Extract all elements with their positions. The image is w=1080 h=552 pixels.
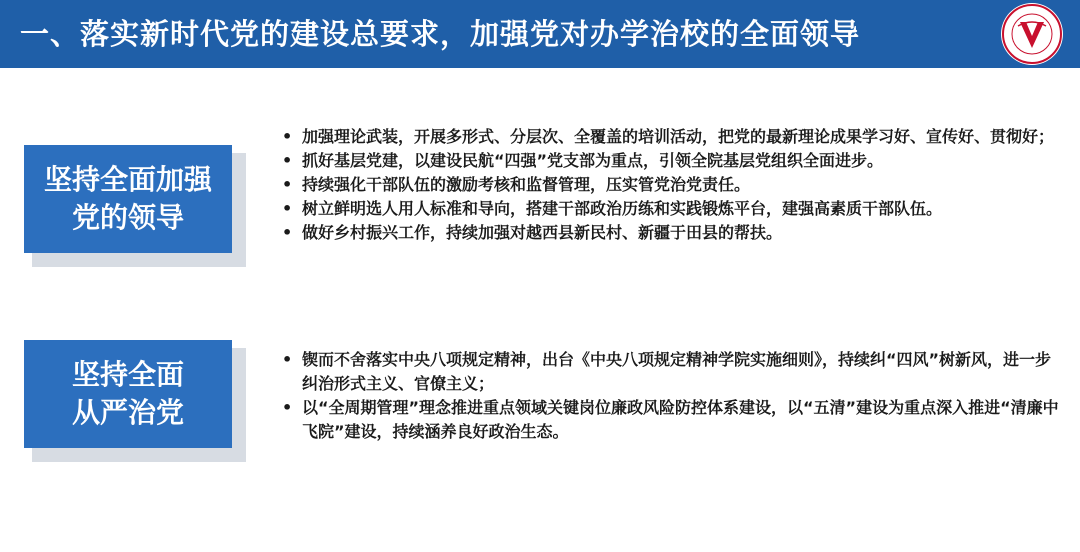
slide-title: 一、落实新时代党的建设总要求，加强党对办学治校的全面领导 [20,17,861,51]
list-item [276,125,1066,149]
bullet-dot-icon: • [282,175,293,194]
section-label-line: 坚持全面加强 [43,163,212,196]
bullet-dot-icon: • [282,151,293,170]
bullet-dot-icon: • [282,127,293,146]
section-label-line: 党的领导 [71,201,184,234]
section-label [24,340,232,448]
title-bar [0,0,1080,68]
list-item [276,221,1066,245]
bullet-text: 抓好基层党建，以建设民航“四强”党支部为重点，引领全院基层党组织全面进步。 [302,151,884,170]
section-label-line: 坚持全面 [71,358,184,391]
bullet-text: 锲而不舍落实中央八项规定精神，出台《中央八项规定精神学院实施细则》，持续纠“四风”树新风，进一步纠治形式主义、官僚主义； [302,350,1052,393]
bullet-text: 以“全周期管理”理念推进重点领域关键岗位廉政风险防控体系建设，以“五清”建设为重点深入推进“清廉中飞院”建设，持续涵养良好政治生态。 [302,398,1059,441]
bullet-text: 持续强化干部队伍的激励考核和监督管理，压实管党治党责任。 [302,175,751,194]
section-label [24,145,232,253]
bullet-list [276,348,1066,444]
bullet-text: 加强理论武装，开展多形式、分层次、全覆盖的培训活动，把党的最新理论成果学习好、宣传好、贯彻好； [302,127,1055,146]
bullet-dot-icon: • [282,223,293,242]
list-item [276,348,1066,396]
list-item [276,197,1066,221]
bullet-text: 树立鲜明选人用人标准和导向，搭建干部政治历练和实践锻炼平台，建强高素质干部队伍。 [302,199,943,218]
bullet-text: 做好乡村振兴工作，持续加强对越西县新民村、新疆于田县的帮扶。 [302,223,783,242]
university-seal-logo-icon [1000,2,1064,66]
bullet-dot-icon: • [282,350,293,369]
bullet-dot-icon: • [282,199,293,218]
list-item [276,396,1066,444]
bullet-dot-icon: • [282,398,293,417]
bullet-list [276,125,1066,245]
list-item [276,173,1066,197]
list-item [276,149,1066,173]
section-label-line: 从严治党 [71,396,184,429]
